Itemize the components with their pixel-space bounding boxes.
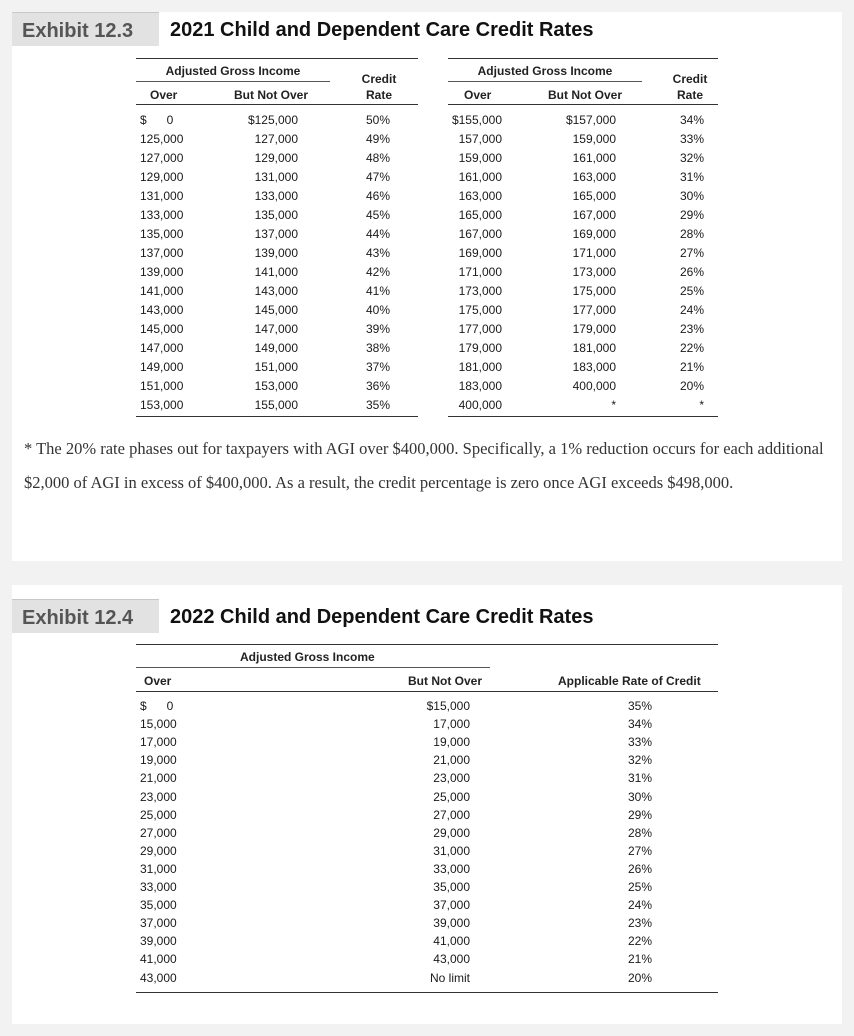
agi-over-cell: 27,000 bbox=[140, 825, 177, 840]
credit-rate-cell: 23% bbox=[627, 916, 652, 931]
agi-over-cell: 37,000 bbox=[140, 916, 177, 931]
over-header: Over bbox=[144, 674, 172, 688]
but-not-over-header: But Not Over bbox=[408, 674, 483, 688]
exhibit-2022-panel bbox=[12, 585, 842, 1024]
over-header: Over bbox=[150, 88, 178, 102]
agi-but-not-over-cell: No limit bbox=[429, 970, 470, 985]
agi-over-cell: 125,000 bbox=[140, 132, 184, 146]
agi-over-cell: 137,000 bbox=[140, 246, 184, 260]
credit-rate-cell: 31% bbox=[627, 771, 652, 786]
agi-but-not-over-cell: 153,000 bbox=[254, 379, 298, 393]
header-bottom-rule bbox=[136, 104, 418, 105]
credit-rate-cell: 26% bbox=[679, 265, 704, 279]
agi-but-not-over-cell: 19,000 bbox=[433, 735, 470, 750]
credit-rate-cell: 38% bbox=[365, 341, 390, 355]
agi-but-not-over-cell: 181,000 bbox=[572, 341, 616, 355]
agi-over-cell: $ 0 bbox=[140, 113, 174, 127]
credit-rate-cell: 48% bbox=[365, 151, 390, 165]
credit-rate-cell: 41% bbox=[365, 284, 390, 298]
exhibit-label: Exhibit 12.4 bbox=[12, 599, 159, 633]
agi-over-cell: 43,000 bbox=[140, 970, 177, 985]
agi-over-cell: 23,000 bbox=[140, 789, 177, 804]
credit-rate-cell: 49% bbox=[365, 132, 390, 146]
agi-over-cell: 400,000 bbox=[458, 398, 502, 412]
credit-rate-cell: 43% bbox=[365, 246, 390, 260]
agi-but-not-over-cell: 23,000 bbox=[433, 771, 470, 786]
agi-over-cell: 171,000 bbox=[458, 265, 502, 279]
agi-over-cell: 143,000 bbox=[140, 303, 184, 317]
agi-over-cell: 175,000 bbox=[458, 303, 502, 317]
agi-over-cell: 153,000 bbox=[140, 398, 184, 412]
agi-over-cell: 139,000 bbox=[140, 265, 184, 279]
credit-rate-cell: 50% bbox=[365, 113, 390, 127]
but-not-over-header: But Not Over bbox=[548, 88, 623, 102]
credit-header-line1: Credit bbox=[361, 72, 397, 86]
agi-over-cell: 149,000 bbox=[140, 360, 184, 374]
agi-over-cell: 157,000 bbox=[458, 132, 502, 146]
agi-but-not-over-cell: 35,000 bbox=[433, 880, 470, 894]
credit-rate-cell: 24% bbox=[679, 303, 704, 317]
group-underline bbox=[136, 667, 490, 668]
agi-over-cell: 159,000 bbox=[458, 151, 502, 165]
agi-over-cell: 165,000 bbox=[458, 208, 502, 222]
exhibit-2022-header bbox=[12, 599, 842, 633]
credit-rate-cell: 27% bbox=[627, 843, 652, 858]
credit-rate-cell: 37% bbox=[365, 360, 390, 374]
credit-rate-cell: 22% bbox=[627, 934, 652, 949]
agi-over-cell: 163,000 bbox=[458, 189, 502, 203]
credit-rate-cell: 26% bbox=[627, 861, 652, 876]
agi-group-header: Adjusted Gross Income bbox=[240, 650, 375, 664]
agi-but-not-over-cell: 149,000 bbox=[254, 341, 298, 355]
agi-but-not-over-cell: 139,000 bbox=[254, 246, 298, 260]
agi-but-not-over-cell: 143,000 bbox=[254, 284, 298, 298]
agi-over-cell: 39,000 bbox=[140, 934, 177, 949]
exhibit-2021-panel bbox=[12, 12, 842, 561]
agi-but-not-over-cell: 167,000 bbox=[572, 208, 616, 222]
credit-rate-cell: 20% bbox=[627, 970, 652, 985]
but-not-over-header: But Not Over bbox=[234, 88, 309, 102]
credit-rate-cell: 34% bbox=[627, 717, 652, 732]
credit-rate-cell: 29% bbox=[627, 807, 652, 822]
credit-rate-cell: 23% bbox=[679, 322, 704, 336]
header-bottom-rule bbox=[136, 691, 718, 692]
agi-over-cell: 133,000 bbox=[140, 208, 184, 222]
credit-rate-cell: 34% bbox=[679, 113, 704, 127]
agi-over-cell: 131,000 bbox=[140, 189, 184, 203]
agi-but-not-over-cell: $157,000 bbox=[565, 113, 616, 127]
credit-rate-cell: 29% bbox=[679, 208, 704, 222]
exhibit-2021-header bbox=[12, 12, 842, 46]
agi-group-header: Adjusted Gross Income bbox=[477, 64, 613, 78]
agi-over-cell: 33,000 bbox=[140, 880, 177, 894]
agi-but-not-over-cell: 151,000 bbox=[254, 360, 298, 374]
agi-over-cell: 15,000 bbox=[140, 717, 177, 732]
agi-over-cell: $155,000 bbox=[451, 113, 502, 127]
agi-but-not-over-cell: * bbox=[611, 398, 616, 412]
table-bottom-rule bbox=[136, 992, 718, 993]
credit-rate-cell: 25% bbox=[627, 880, 652, 894]
group-underline bbox=[448, 81, 642, 82]
agi-but-not-over-cell: $15,000 bbox=[426, 699, 470, 713]
agi-but-not-over-cell: 21,000 bbox=[433, 753, 470, 768]
agi-but-not-over-cell: 37,000 bbox=[433, 898, 470, 913]
exhibit-label: Exhibit 12.3 bbox=[12, 12, 159, 46]
over-header: Over bbox=[464, 88, 492, 102]
credit-rate-cell: 40% bbox=[365, 303, 390, 317]
agi-but-not-over-cell: 43,000 bbox=[433, 952, 470, 967]
agi-but-not-over-cell: 133,000 bbox=[254, 189, 298, 203]
agi-over-cell: 21,000 bbox=[140, 771, 177, 786]
table-top-rule bbox=[136, 58, 418, 59]
header-bottom-rule bbox=[448, 104, 718, 105]
agi-over-cell: 147,000 bbox=[140, 341, 184, 355]
agi-but-not-over-cell: 41,000 bbox=[433, 934, 470, 949]
agi-but-not-over-cell: 159,000 bbox=[572, 132, 616, 146]
agi-but-not-over-cell: 129,000 bbox=[254, 151, 298, 165]
agi-but-not-over-cell: 137,000 bbox=[254, 227, 298, 241]
credit-rate-cell: 28% bbox=[627, 825, 652, 840]
agi-but-not-over-cell: 169,000 bbox=[572, 227, 616, 241]
agi-over-cell: 169,000 bbox=[458, 246, 502, 260]
credit-rate-cell: 42% bbox=[365, 265, 390, 279]
table-bottom-rule bbox=[136, 416, 418, 417]
group-underline bbox=[136, 81, 330, 82]
agi-over-cell: 183,000 bbox=[458, 379, 502, 393]
agi-but-not-over-cell: 135,000 bbox=[254, 208, 298, 222]
footnote: * The 20% rate phases out for taxpayers with AGI over $400,000. Specifically, a 1% reduction occurs for each additional $2,000 of AGI in excess of $400,000. As a result, the credit percentage is zero once AGI exceeds $498,000. bbox=[24, 439, 824, 492]
agi-over-cell: 127,000 bbox=[140, 151, 184, 165]
agi-but-not-over-cell: 131,000 bbox=[254, 170, 298, 184]
table-bottom-rule bbox=[448, 416, 718, 417]
credit-rate-cell: 35% bbox=[627, 699, 652, 713]
table-top-rule bbox=[136, 644, 718, 645]
table-top-rule bbox=[448, 58, 718, 59]
agi-but-not-over-cell: 33,000 bbox=[433, 861, 470, 876]
credit-rate-cell: 33% bbox=[679, 132, 704, 146]
agi-over-cell: 161,000 bbox=[458, 170, 502, 184]
agi-but-not-over-cell: 179,000 bbox=[572, 322, 616, 336]
agi-over-cell: 25,000 bbox=[140, 807, 177, 822]
credit-rate-cell: 46% bbox=[365, 189, 390, 203]
credit-rate-cell: 32% bbox=[679, 151, 704, 165]
agi-over-cell: 35,000 bbox=[140, 898, 177, 913]
agi-over-cell: 31,000 bbox=[140, 861, 177, 876]
agi-but-not-over-cell: 27,000 bbox=[433, 807, 470, 822]
credit-rate-cell: * bbox=[699, 398, 704, 412]
agi-but-not-over-cell: 147,000 bbox=[254, 322, 298, 336]
agi-but-not-over-cell: 161,000 bbox=[572, 151, 616, 165]
agi-over-cell: 173,000 bbox=[458, 284, 502, 298]
credit-rate-cell: 44% bbox=[365, 227, 390, 241]
agi-over-cell: 41,000 bbox=[140, 952, 177, 967]
agi-but-not-over-cell: $125,000 bbox=[247, 113, 298, 127]
credit-header-line2: Rate bbox=[676, 88, 703, 102]
agi-but-not-over-cell: 25,000 bbox=[433, 789, 470, 804]
credit-rate-cell: 25% bbox=[679, 284, 704, 298]
agi-but-not-over-cell: 31,000 bbox=[433, 843, 470, 858]
credit-rate-cell: 20% bbox=[679, 379, 704, 393]
agi-over-cell: 19,000 bbox=[140, 753, 177, 768]
agi-over-cell: 29,000 bbox=[140, 843, 177, 858]
credit-rate-cell: 39% bbox=[365, 322, 390, 336]
agi-over-cell: 179,000 bbox=[458, 341, 502, 355]
credit-rate-cell: 21% bbox=[679, 360, 704, 374]
credit-rate-cell: 24% bbox=[627, 898, 652, 913]
agi-but-not-over-cell: 175,000 bbox=[572, 284, 616, 298]
exhibit-title: 2021 Child and Dependent Care Credit Rates bbox=[170, 19, 594, 41]
credit-rate-cell: 22% bbox=[679, 341, 704, 355]
agi-over-cell: 141,000 bbox=[140, 284, 184, 298]
credit-rate-cell: 36% bbox=[365, 379, 390, 393]
credit-rate-cell: 21% bbox=[627, 952, 652, 967]
agi-but-not-over-cell: 145,000 bbox=[254, 303, 298, 317]
agi-but-not-over-cell: 39,000 bbox=[433, 916, 470, 931]
credit-header-line1: Credit bbox=[672, 72, 708, 86]
agi-but-not-over-cell: 400,000 bbox=[572, 379, 616, 393]
credit-rate-cell: 32% bbox=[627, 753, 652, 768]
credit-rate-cell: 31% bbox=[679, 170, 704, 184]
agi-but-not-over-cell: 155,000 bbox=[254, 398, 298, 412]
agi-over-cell: 17,000 bbox=[140, 735, 177, 750]
agi-but-not-over-cell: 165,000 bbox=[572, 189, 616, 203]
exhibit-title: 2022 Child and Dependent Care Credit Rates bbox=[170, 606, 594, 628]
agi-but-not-over-cell: 183,000 bbox=[572, 360, 616, 374]
agi-over-cell: 151,000 bbox=[140, 379, 184, 393]
credit-rate-cell: 45% bbox=[365, 208, 390, 222]
credit-rate-cell: 28% bbox=[679, 227, 704, 241]
agi-but-not-over-cell: 127,000 bbox=[254, 132, 298, 146]
credit-header-line2: Rate bbox=[365, 88, 392, 102]
agi-but-not-over-cell: 171,000 bbox=[572, 246, 616, 260]
agi-but-not-over-cell: 163,000 bbox=[572, 170, 616, 184]
agi-over-cell: 129,000 bbox=[140, 170, 184, 184]
agi-but-not-over-cell: 177,000 bbox=[572, 303, 616, 317]
agi-but-not-over-cell: 141,000 bbox=[254, 265, 298, 279]
agi-but-not-over-cell: 17,000 bbox=[433, 717, 470, 732]
agi-over-cell: 135,000 bbox=[140, 227, 184, 241]
agi-over-cell: 145,000 bbox=[140, 322, 184, 336]
agi-over-cell: $ 0 bbox=[140, 699, 174, 713]
credit-rate-cell: 27% bbox=[679, 246, 704, 260]
credit-rate-cell: 30% bbox=[679, 189, 704, 203]
agi-but-not-over-cell: 29,000 bbox=[433, 825, 470, 840]
credit-rate-cell: 33% bbox=[627, 735, 652, 750]
credit-rate-cell: 30% bbox=[627, 789, 652, 804]
agi-over-cell: 167,000 bbox=[458, 227, 502, 241]
agi-but-not-over-cell: 173,000 bbox=[572, 265, 616, 279]
rate-header: Applicable Rate of Credit bbox=[558, 674, 701, 688]
agi-over-cell: 181,000 bbox=[458, 360, 502, 374]
agi-over-cell: 177,000 bbox=[458, 322, 502, 336]
credit-rate-cell: 35% bbox=[365, 398, 390, 412]
agi-group-header: Adjusted Gross Income bbox=[165, 64, 301, 78]
credit-rate-cell: 47% bbox=[365, 170, 390, 184]
